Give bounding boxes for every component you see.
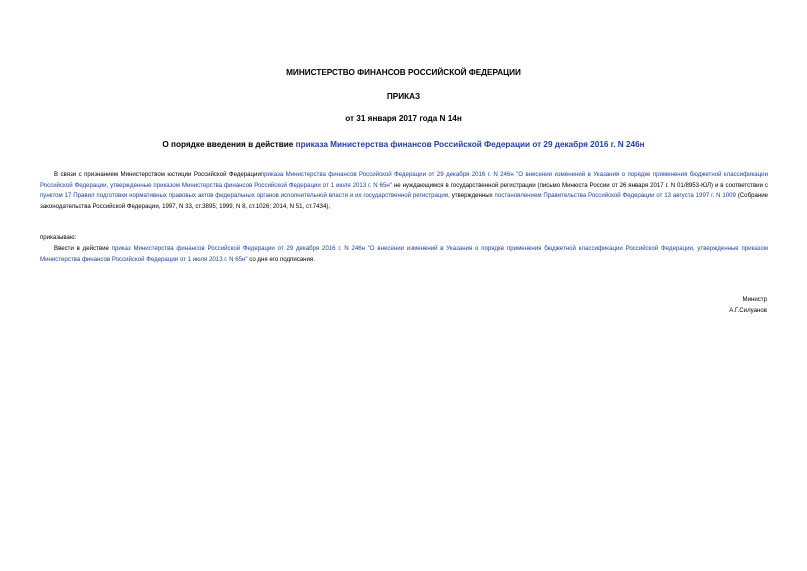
title-prefix: О порядке введения в действие [162,140,296,149]
link-order-246n[interactable]: приказа Министерства финансов Российской Федерации от 29 декабря 2016 г. N 246н "О внесении изменений в Указания о порядке применения бюджетной классификации Российской Федерации, утвержденные приказом Министерства финансов Российской Федерации от 1 июля 2013 г. N 65н" [40,171,768,189]
signature-position: Министр [742,296,767,303]
document-date-number: от 31 января 2017 года N 14н [345,114,462,123]
ministry-heading: МИНИСТЕРСТВО ФИНАНСОВ РОССИЙСКОЙ ФЕДЕРАЦИИ [286,68,521,77]
link-order-246n-operative[interactable]: приказ Министерства финансов Российской Федерации от 29 декабря 2016 г. N 246н "О внесении изменений в Указания о порядке применения бюджетной классификации Российской Федерации, утвержденные приказом Министерства финансов Российской Федерации от 1 июля 2013 г. N 65н" [40,245,768,263]
paragraph-order-word: приказываю: [40,234,77,241]
paragraph-operative [40,244,768,265]
link-rules-point-17[interactable]: пунктом 17 Правил подготовки нормативных правовых актов федеральных органов исполнительной власти и их государственной регистрации [40,192,449,200]
link-government-decree-1009[interactable]: постановлением Правительства Российской Федерации от 13 августа 1997 г. N 1009 [494,192,736,200]
preamble-text-4: (Собрание законодательства Российской Федерации, 1997, N 33, ст.3895; 1999, N 8, ст.1026; 2014, N 51, ст.7434), [40,192,768,210]
preamble-text-3: , утвержденных [448,192,495,200]
preamble-text-1: В связи с признанием Министерством юстиции Российской Федерации [54,171,261,178]
document-title [0,140,807,150]
signature-name: А.Г.Силуанов [729,307,767,314]
operative-text-1: Ввести в действие [54,245,112,252]
document-type-heading: ПРИКАЗ [386,92,421,101]
operative-text-2: со дня его подписания. [247,255,315,263]
title-link-order-246n[interactable]: приказа Министерства финансов Российской Федерации от 29 декабря 2016 г. N 246н [295,140,645,149]
preamble-text-2: не нуждающимся в государственной регистрации (письмо Минюста России от 26 января 2017 г. N 01/8953-ЮЛ) и в соответствии с [391,181,768,189]
paragraph-preamble [40,170,768,212]
